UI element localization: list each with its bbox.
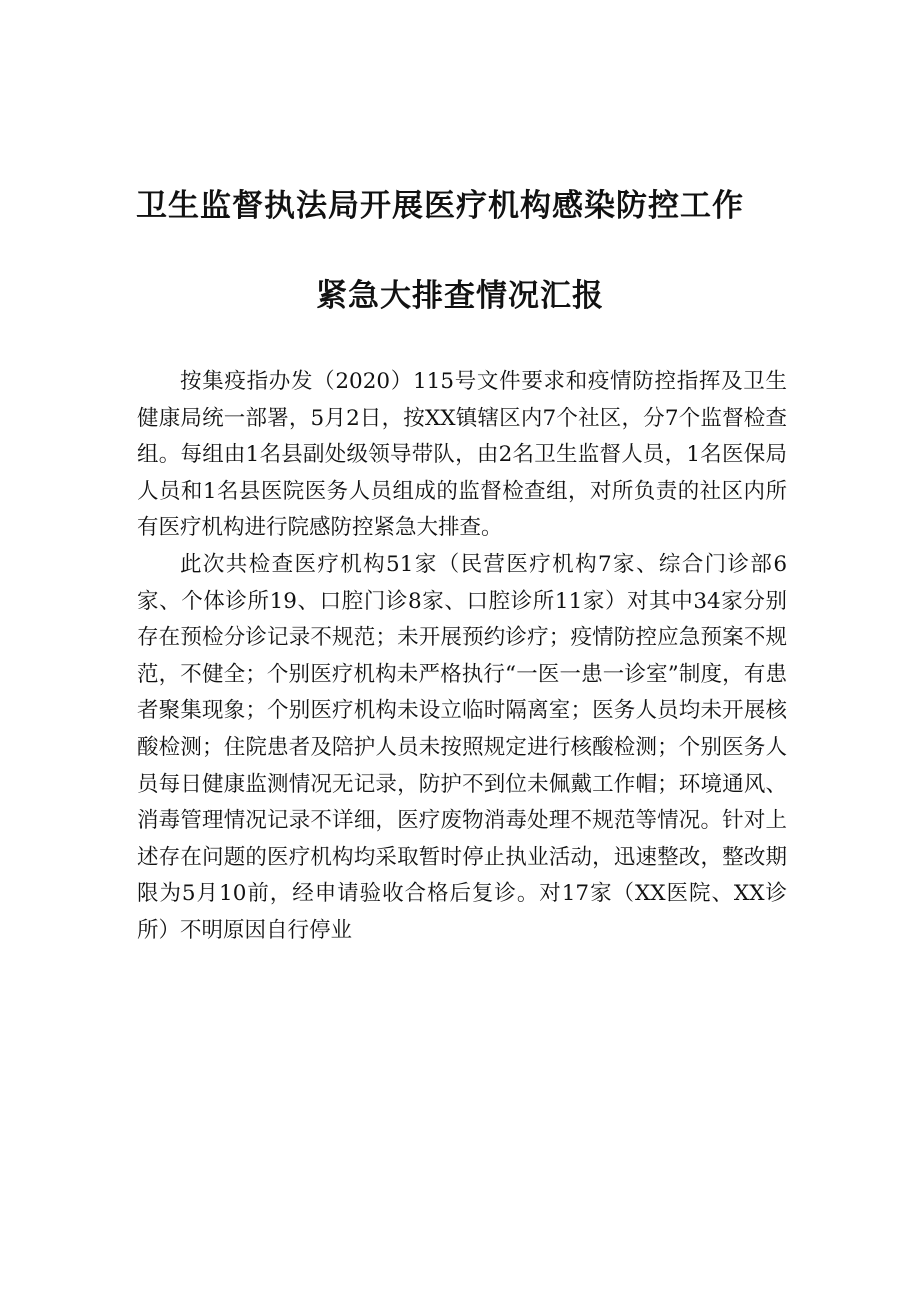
document-title-line-1: 卫生监督执法局开展医疗机构感染防控工作 bbox=[136, 188, 744, 224]
body-paragraph-2: 此次共检查医疗机构51家（民营医疗机构7家、综合门诊部6家、个体诊所19、口腔门诊8家、口腔诊所11家）对其中34家分别存在预检分诊记录不规范；未开展预约诊疗；疫情防控应急预案不规范，不健全；个别医疗机构未严格执行“一医一患一诊室”制度，有患者聚集现象；个别医疗机构未设立临时隔离室；医务人员均未开展核酸检测；住院患者及陪护人员未按照规定进行核酸检测；个别医务人员每日健康监测情况无记录，防护不到位未佩戴工作帽；环境通风、消毒管理情况记录不详细，医疗废物消毒处理不规范等情况。针对上述存在问题的医疗机构均采取暂时停止执业活动，迅速整改，整改期限为5月10前，经申请验收合格后复诊。对17家（XX医院、XX诊所）不明原因自行停业 bbox=[137, 551, 787, 943]
body-paragraph-1: 按集疫指办发（2020）115号文件要求和疫情防控指挥及卫生健康局统一部署，5月2日，按XX镇辖区内7个社区，分7个监督检查组。每组由1名县副处级领导带队，由2名卫生监督人员，1名医保局人员和1名县医院医务人员组成的监督检查组，对所负责的社区内所有医疗机构进行院感防控紧急大排查。 bbox=[137, 369, 787, 541]
document-body bbox=[137, 364, 787, 950]
document-title-line-2: 紧急大排查情况汇报 bbox=[316, 278, 604, 314]
